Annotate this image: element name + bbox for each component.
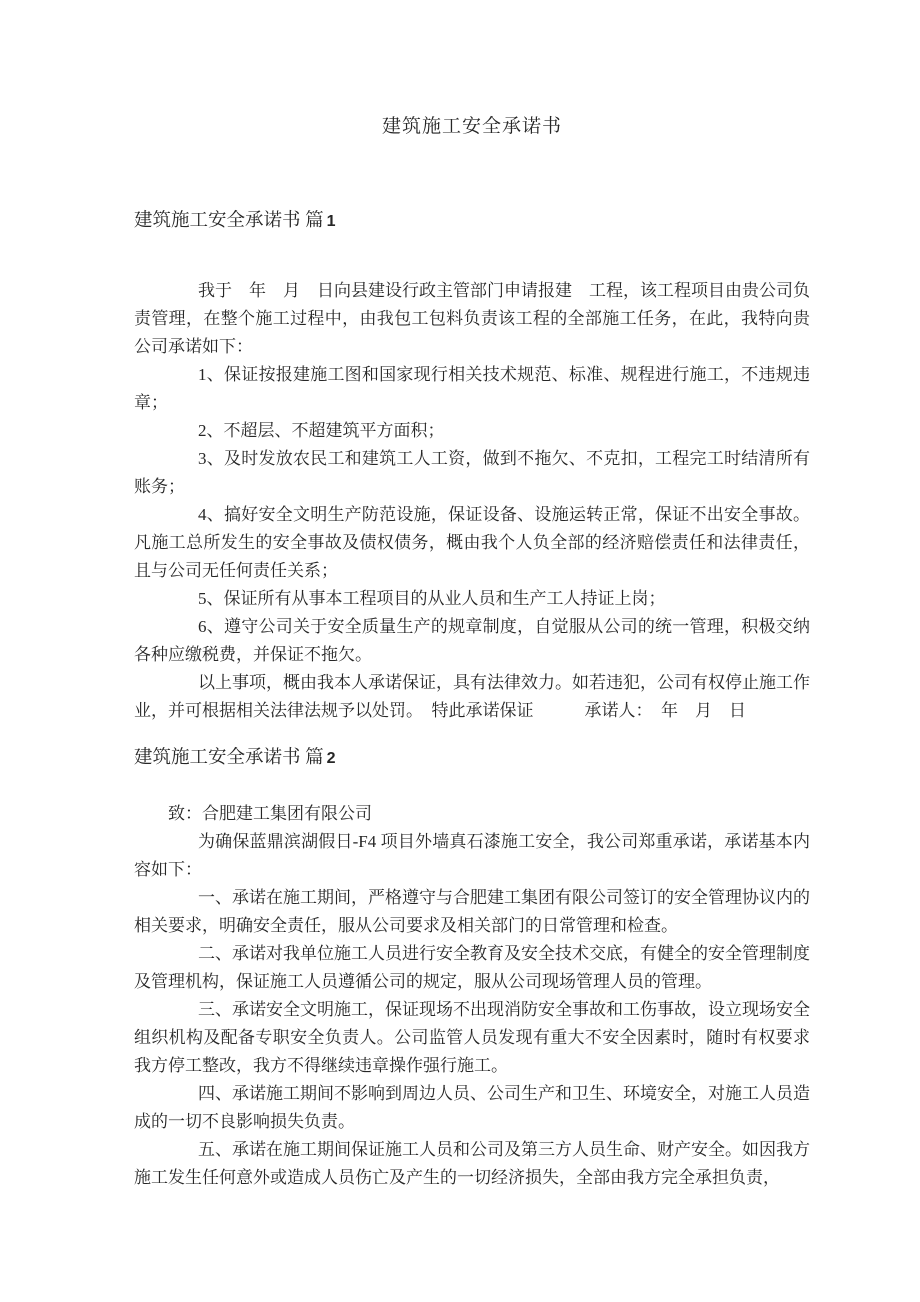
paragraph: 5、保证所有从事本工程项目的从业人员和生产工人持证上岗； [198, 589, 666, 608]
paragraph: 3、及时发放农民工和建筑工人工资，做到不拖欠、不克扣，工程完工时结清所有账务； [134, 449, 810, 496]
paragraph: 三、承诺安全文明施工，保证现场不出现消防安全事故和工伤事故，设立现场安全组织机构及配备专职安全负责人。公司监管人员发现有重大不安全因素时，随时有权要求我方停工整改，我方不得继续违章操作强行施工。 [134, 1000, 810, 1075]
paragraph: 6、遵守公司关于安全质量生产的规章制度，自觉服从公司的统一管理，积极交纳各种应缴税费，并保证不拖欠。 [134, 617, 810, 664]
document-title: 建筑施工安全承诺书 [381, 116, 562, 137]
section-1-number: 1 [326, 213, 336, 230]
paragraph: 四、承诺施工期间不影响到周边人员、公司生产和卫生、环境安全，对施工人员造成的一切不良影响损失负责。 [134, 1084, 810, 1131]
section-1-heading-text: 建筑施工安全承诺书 篇 [134, 211, 324, 231]
paragraph: 2、不超层、不超建筑平方面积； [198, 421, 445, 440]
section-2-heading [134, 745, 810, 772]
paragraph: 二、承诺对我单位施工人员进行安全教育及安全技术交底，有健全的安全管理制度及管理机构，保证施工人员遵循公司的规定，服从公司现场管理人员的管理。 [134, 944, 810, 991]
paragraph-addressee: 致：合肥建工集团有限公司 [168, 804, 372, 823]
paragraph: 为确保蓝鼎滨湖假日-F4 项目外墙真石漆施工安全，我公司郑重承诺，承诺基本内容如下： [134, 832, 810, 879]
paragraph: 1、保证按报建施工图和国家现行相关技术规范、标准、规程进行施工，不违规违章； [134, 365, 810, 412]
section-1 [134, 208, 810, 725]
section-2-number: 2 [326, 750, 336, 767]
paragraph: 一、承诺在施工期间，严格遵守与合肥建工集团有限公司签订的安全管理协议内的相关要求，明确安全责任，服从公司要求及相关部门的日常管理和检查。 [134, 888, 810, 935]
paragraph: 以上事项，概由我本人承诺保证，具有法律效力。如若违犯，公司有权停止施工作业，并可根据相关法律法规予以处罚。 特此承诺保证 承诺人： 年 月 日 [134, 673, 810, 720]
section-2-heading-text: 建筑施工安全承诺书 篇 [134, 748, 324, 768]
paragraph: 4、搞好安全文明生产防范设施，保证设备、设施运转正常，保证不出安全事故。凡施工总所发生的安全事故及债权债务，概由我个人负全部的经济赔偿责任和法律责任，且与公司无任何责任关系； [134, 505, 810, 580]
paragraph: 五、承诺在施工期间保证施工人员和公司及第三方人员生命、财产安全。如因我方施工发生任何意外或造成人员伤亡及产生的一切经济损失，全部由我方完全承担负责， [134, 1140, 810, 1187]
paragraph: 我于 年 月 日向县建设行政主管部门申请报建 工程，该工程项目由贵公司负责管理，在整个施工过程中，由我包工包料负责该工程的全部施工任务，在此，我特向贵公司承诺如下： [134, 281, 810, 356]
section-1-heading [134, 208, 810, 235]
section-2 [134, 745, 810, 1192]
